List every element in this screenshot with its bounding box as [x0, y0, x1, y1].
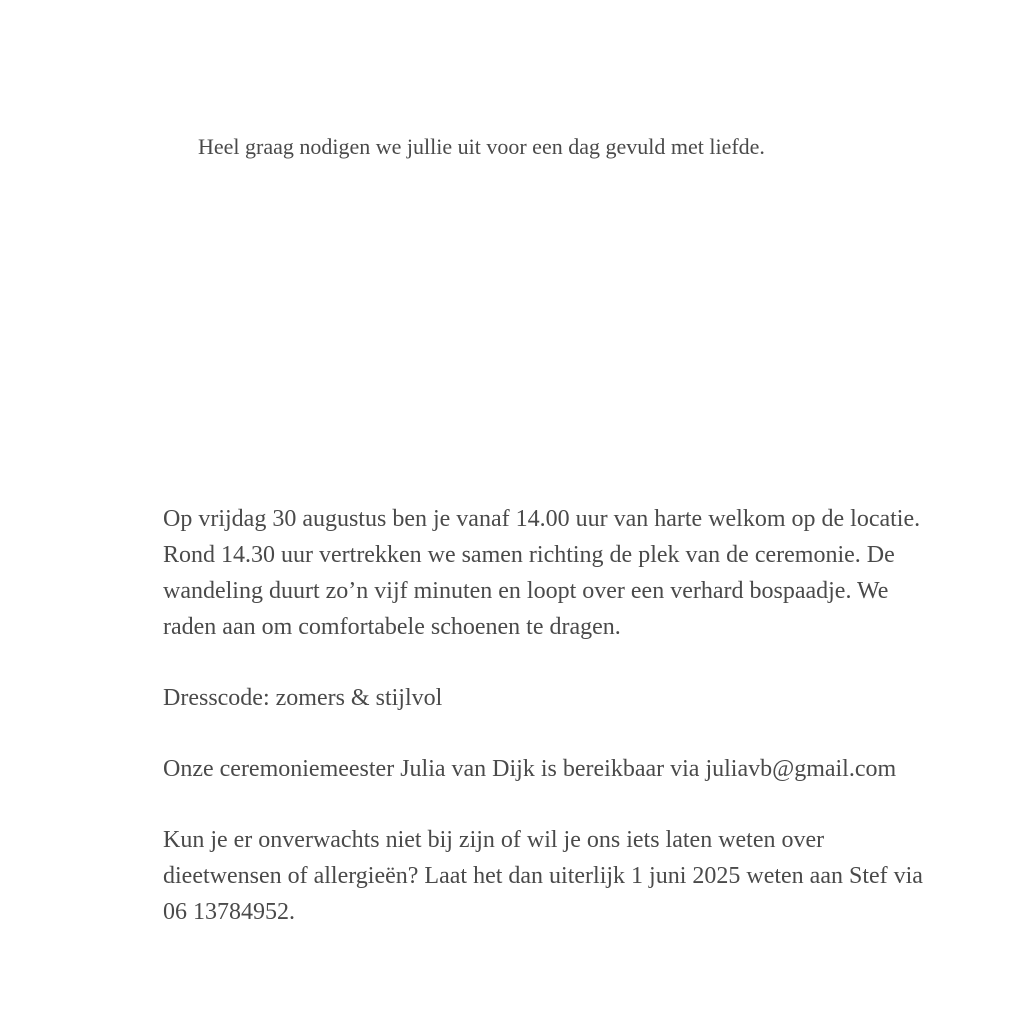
dresscode-paragraph: Dresscode: zomers & stijlvol — [163, 685, 443, 711]
rsvp-paragraph: Kun je er onverwachts niet bij zijn of wil je ons iets laten weten over dieetwensen of allergieën? Laat het dan uiterlijk 1 juni 2025 weten aan Stef via 06 13784952. — [163, 827, 923, 925]
invitation-details — [163, 501, 933, 930]
invitation-intro: Heel graag nodigen we jullie uit voor een dag gevuld met liefde. — [198, 134, 765, 159]
arrival-paragraph: Op vrijdag 30 augustus ben je vanaf 14.00 uur van harte welkom op de locatie. Rond 14.30 uur vertrekken we samen richting de plek van de ceremonie. De wandeling duurt zo’n vijf minuten en loopt over een verhard bospaadje. We raden aan om comfortabele schoenen te dragen. — [163, 506, 921, 640]
ceremony-master-paragraph: Onze ceremoniemeester Julia van Dijk is bereikbaar via juliavb@gmail.com — [163, 756, 897, 782]
